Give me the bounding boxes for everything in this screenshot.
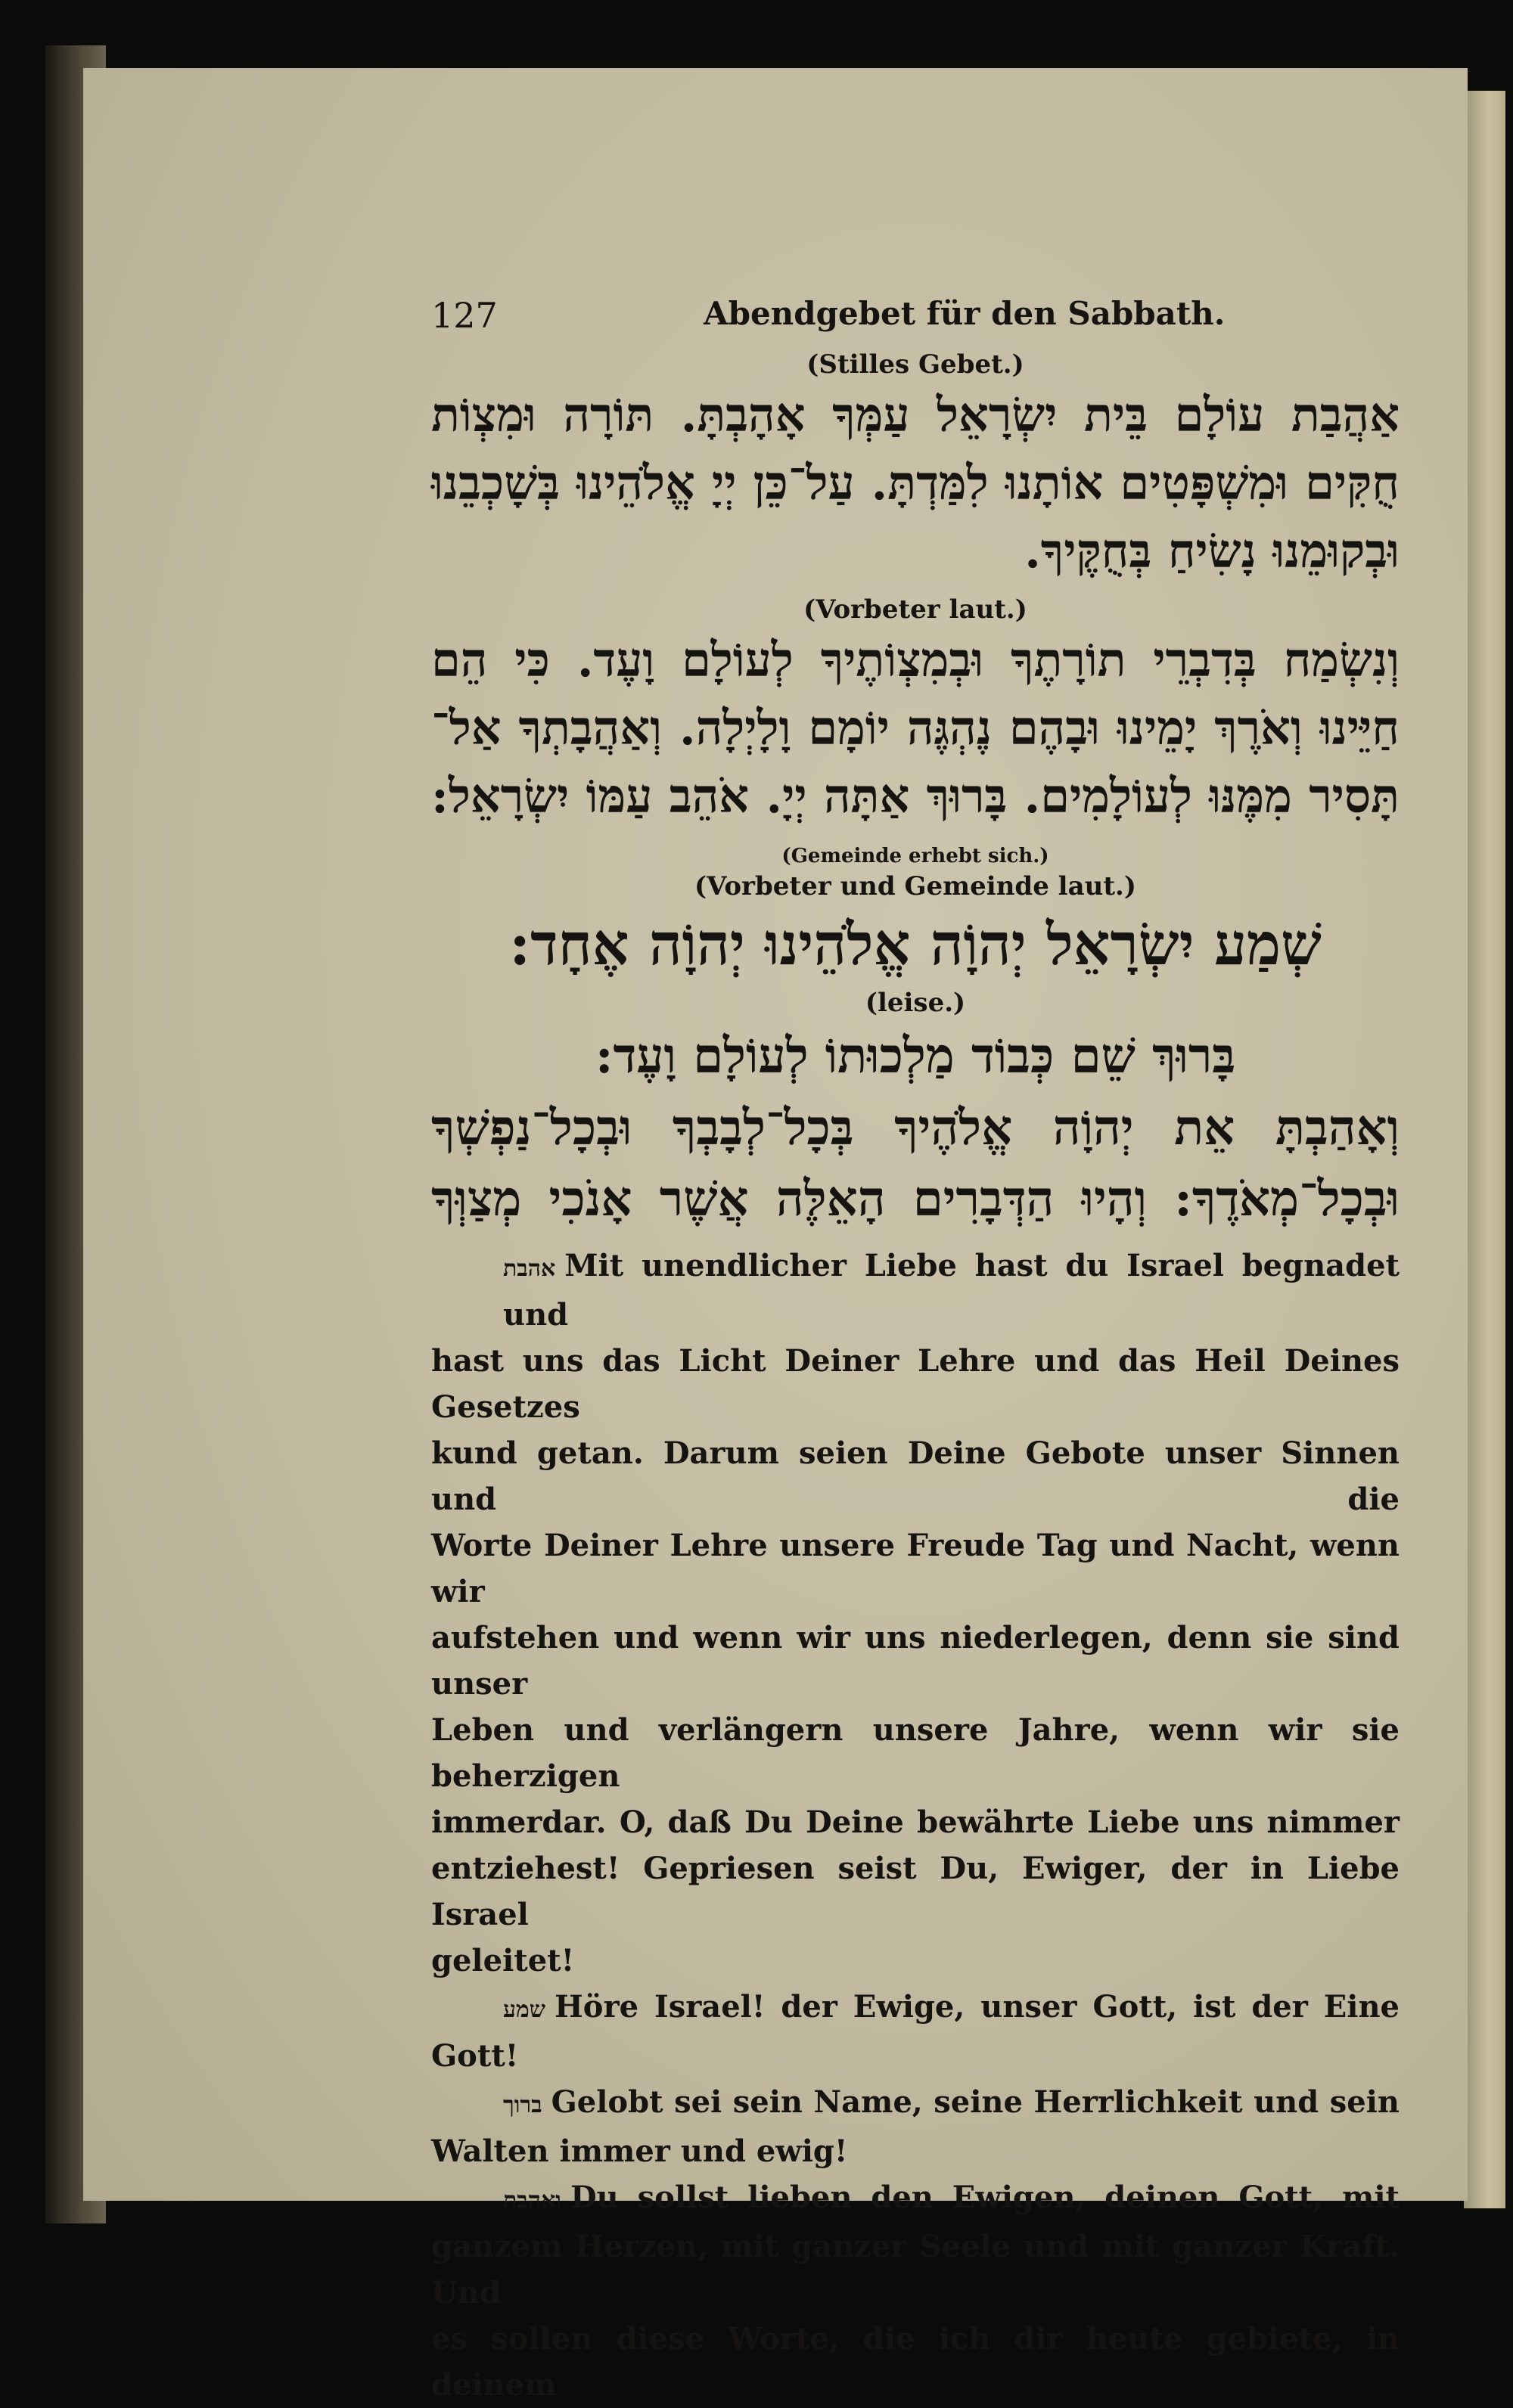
translation-line [431, 1984, 1400, 2033]
translation-line [431, 2174, 1400, 2223]
hebrew-line: וְנִשְׂמַח בְּדִבְרֵי תוֹרָתֶךָ וּבְמִצְוֹתֶיךָ לְעוֹלָם וָעֶד. כִּי הֵם [431, 632, 1400, 688]
rubric-congregation-rises: (Gemeinde erhebt sich.) [781, 845, 1049, 868]
translation-line [431, 2079, 1400, 2128]
hebrew-line: חַיֵּינוּ וְאֹרֶךְ יָמֵינוּ וּבָהֶם נֶהְגֶּה יוֹמָם וָלָיְלָה. וְאַהֲבָתְךָ אַל־ [431, 700, 1400, 756]
translation-line: entziehest! Gepriesen seist Du, Ewiger, der in Liebe Israel [431, 1850, 1400, 1932]
hebrew-shema: שְׁמַע יִשְׂרָאֵל יְהוָֹה אֱלֹהֵינוּ יְהוָֹה אֶחָד: [509, 911, 1322, 979]
hebrew-line: תָּסִיר מִמֶּנּוּ לְעוֹלָמִים. בָּרוּךְ אַתָּה יְיָ. אֹהֵב עַמּוֹ יִשְׂרָאֵל: [431, 768, 1400, 824]
rubric-quietly: (leise.) [865, 988, 966, 1019]
hebrew-veahavta [431, 1093, 1400, 1235]
translation-baruch [431, 2079, 1400, 2174]
hebrew-line: וְאָהַבְתָּ אֵת יְהוָֹה אֱלֹהֶיךָ בְּכָל־לְבָבְךָ וּבְכָל־נַפְשְׁךָ [431, 1099, 1400, 1156]
translation-shema [431, 1984, 1400, 2079]
translation-text: Gelobt sei sein Name, seine Herrlichkeit und sein [551, 2084, 1400, 2120]
hebrew-cue-word: ברוך [503, 2091, 542, 2118]
rubric-reader-and-congregation: (Vorbeter und Gemeinde laut.) [694, 871, 1136, 902]
hebrew-line: אַהֲבַת עוֹלָם בֵּית יִשְׂרָאֵל עַמְּךָ אָהָבְתָּ. תּוֹרָה וּמִצְוֹת [431, 387, 1400, 443]
hebrew-venismach [431, 626, 1400, 830]
translation-line: Leben und verlängern unsere Jahre, wenn wir sie beherzigen [431, 1711, 1400, 1794]
running-title: Abendgebet für den Sabbath. [704, 295, 1226, 332]
hebrew-baruch-shem: בָּרוּךְ שֵׁם כְּבוֹד מַלְכוּתוֹ לְעוֹלָם וָעֶד: [595, 1027, 1236, 1085]
translation-line: Worte Deiner Lehre unsere Freude Tag und Nacht, wenn wir [431, 1527, 1400, 1609]
translation-veahavta [431, 2174, 1400, 2408]
translation-line: aufstehen und wenn wir uns niederlegen, denn sie sind unser [431, 1619, 1400, 1702]
hebrew-line: חֻקִּים וּמִשְׁפָּטִים אוֹתָנוּ לִמַּדְתָּ. עַל־כֵּן יְיָ אֱלֹהֵינוּ בְּשָׁכְבֵנוּ [431, 455, 1400, 511]
translation-line: hast uns das Licht Deiner Lehre und das Heil Deines Gesetzes [431, 1342, 1400, 1425]
adjacent-page-edge [1464, 91, 1505, 2208]
translation-ahavat-olam [431, 1243, 1400, 1984]
translation-line: ganzem Herzen, mit ganzer Seele und mit ganzer Kraft. Und [431, 2228, 1400, 2310]
translation-line: immerdar. O, daß Du Deine bewährte Liebe uns nimmer [431, 1804, 1400, 1840]
translation-text: Du sollst lieben den Ewigen, deinen Gott, mit [570, 2179, 1400, 2215]
translation-line [431, 1243, 1400, 1338]
translation-line: Walten immer und ewig! [431, 2133, 848, 2169]
translation-text: Höre Israel! der Ewige, unser Gott, ist der Eine [555, 1988, 1400, 2025]
page-content [431, 295, 1400, 2408]
translation-line: kund getan. Darum seien Deine Gebote unser Sinnen und die [431, 1435, 1400, 1517]
translation-line: geleitet! [431, 1942, 575, 1978]
rubric-reader-aloud: (Vorbeter laut.) [803, 594, 1027, 625]
page-header [431, 295, 1400, 348]
hebrew-cue-word: אהבת [503, 1255, 556, 1282]
translation-line: es sollen diese Worte, die ich dir heute gebiete, in deinem [431, 2320, 1400, 2403]
rubric-silent-prayer: (Stilles Gebet.) [806, 349, 1024, 380]
hebrew-line: וּבְקוּמֵנוּ נָשִׂיחַ בְּחֻקֶּיךָ. [1024, 523, 1400, 579]
book-page [83, 68, 1468, 2403]
hebrew-cue-word: ואהבת [503, 2186, 561, 2214]
translation-text: Mit unendlicher Liebe hast du Israel begnadet und [503, 1247, 1400, 1333]
hebrew-cue-word: שמע [503, 1996, 546, 2023]
translation-line: Gott! [431, 2037, 519, 2074]
hebrew-ahavat-olam [431, 381, 1400, 585]
page-number: 127 [431, 295, 498, 336]
hebrew-line: וּבְכָל־מְאֹדֶךָ: וְהָיוּ הַדְּבָרִים הָאֵלֶּה אֲשֶׁר אָנֹכִי מְצַוְּךָ [431, 1170, 1400, 1227]
